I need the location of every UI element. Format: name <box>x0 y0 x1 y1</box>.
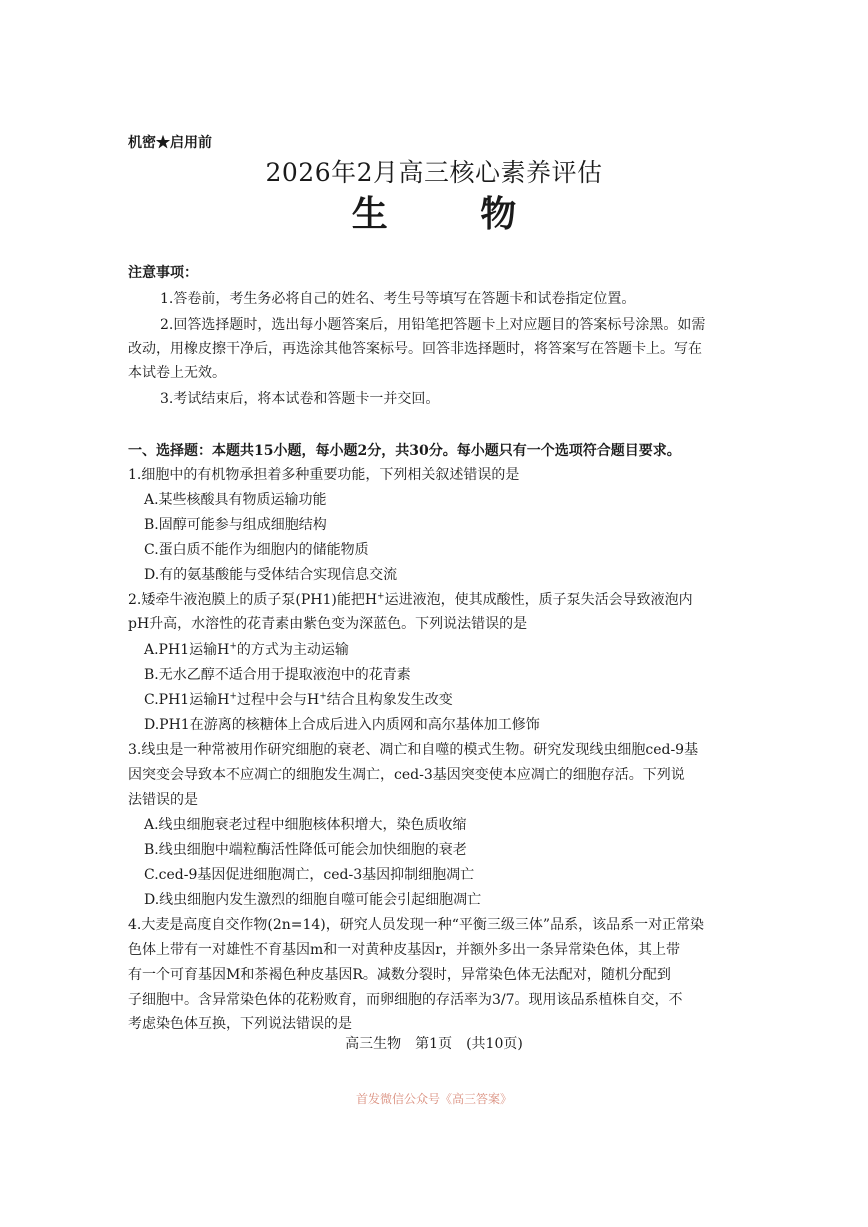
option-a: A.线虫细胞衰老过程中细胞核体积增大，染色质收缩 <box>144 817 467 833</box>
option-a <box>144 639 349 659</box>
superscript: + <box>229 641 237 652</box>
option-d: D.线虫细胞内发生激烈的细胞自噬可能会引起细胞凋亡 <box>144 892 482 908</box>
question-stem: 色体上带有一对雄性不育基因m和一对黄种皮基因r，并额外多出一条异常染色体，其上带 <box>128 942 680 958</box>
superscript: + <box>229 691 237 702</box>
confidential-label: 机密★启用前 <box>128 135 212 151</box>
notice-line: 改动，用橡皮擦干净后，再选涂其他答案标号。回答非选择题时，将答案写在答题卡上。写在 <box>128 341 702 357</box>
option-text: A.PH1运输H <box>144 642 230 658</box>
option-b: B.线虫细胞中端粒酶活性降低可能会加快细胞的衰老 <box>144 842 467 858</box>
stem-text: 2.矮牵牛液泡膜上的质子泵(PH1)能把H <box>128 592 378 608</box>
notice-line: 1.答卷前，考生务必将自己的姓名、考生号等填写在答题卡和试卷指定位置。 <box>160 291 636 307</box>
option-text: 过程中会与H <box>236 692 320 708</box>
option-text: C.PH1运输H <box>144 692 230 708</box>
option-c: C.蛋白质不能作为细胞内的储能物质 <box>144 542 369 558</box>
option-d: D.PH1在游离的核糖体上合成后进入内质网和高尔基体加工修饰 <box>144 717 540 733</box>
question-stem: 3.线虫是一种常被用作研究细胞的衰老、凋亡和自噬的模式生物。研究发现线虫细胞ced-9基 <box>128 742 699 758</box>
stem-text: 运进液泡，使其成酸性，质子泵失活会导致液泡内 <box>384 592 693 608</box>
superscript: + <box>319 691 327 702</box>
question-stem: 考虑染色体互换，下列说法错误的是 <box>128 1016 352 1032</box>
question-stem: 4.大麦是高度自交作物(2n=14)，研究人员发现一种“平衡三级三体”品系，该品系一对正常染 <box>128 917 705 933</box>
subject-title: 生 物 <box>351 193 557 235</box>
superscript: + <box>377 591 385 602</box>
option-b: B.无水乙醇不适合用于提取液泡中的花青素 <box>144 667 411 683</box>
question-stem: 子细胞中。含异常染色体的花粉败育，而卵细胞的存活率为3/7。现用该品系植株自交，不 <box>128 992 683 1008</box>
question-stem: pH升高，水溶性的花青素由紫色变为深蓝色。下列说法错误的是 <box>128 616 528 632</box>
question-stem: 有一个可育基因M和茶褐色种皮基因R。减数分裂时，异常染色体无法配对，随机分配到 <box>128 967 671 983</box>
question-stem: 1.细胞中的有机物承担着多种重要功能，下列相关叙述错误的是 <box>128 467 520 483</box>
notice-line: 3.考试结束后，将本试卷和答题卡一并交回。 <box>160 391 440 407</box>
option-c: C.ced-9基因促进细胞凋亡，ced-3基因抑制细胞凋亡 <box>144 867 475 883</box>
option-c <box>144 689 453 709</box>
option-d: D.有的氨基酸能与受体结合实现信息交流 <box>144 567 398 583</box>
exam-title: 2026年2月高三核心素养评估 <box>265 158 603 187</box>
question-stem: 因突变会导致本不应凋亡的细胞发生凋亡，ced-3基因突变使本应凋亡的细胞存活。下列说 <box>128 767 685 783</box>
notice-line: 2.回答选择题时，选出每小题答案后，用铅笔把答题卡上对应题目的答案标号涂黑。如需 <box>160 317 706 333</box>
notice-heading: 注意事项： <box>128 265 198 281</box>
question-stem: 法错误的是 <box>128 792 198 808</box>
notice-line: 本试卷上无效。 <box>128 365 226 381</box>
option-b: B.固醇可能参与组成细胞结构 <box>144 517 327 533</box>
option-text: 结合且构象发生改变 <box>326 692 453 708</box>
option-text: 的方式为主动运输 <box>236 642 349 658</box>
section-heading: 一、选择题：本题共15小题，每小题2分，共30分。每小题只有一个选项符合题目要求。 <box>128 443 681 459</box>
watermark-text: 首发微信公众号《高三答案》 <box>355 1092 512 1106</box>
question-stem <box>128 589 693 609</box>
option-a: A.某些核酸具有物质运输功能 <box>144 492 327 508</box>
page-footer: 高三生物 第1页 (共10页) <box>345 1036 523 1052</box>
